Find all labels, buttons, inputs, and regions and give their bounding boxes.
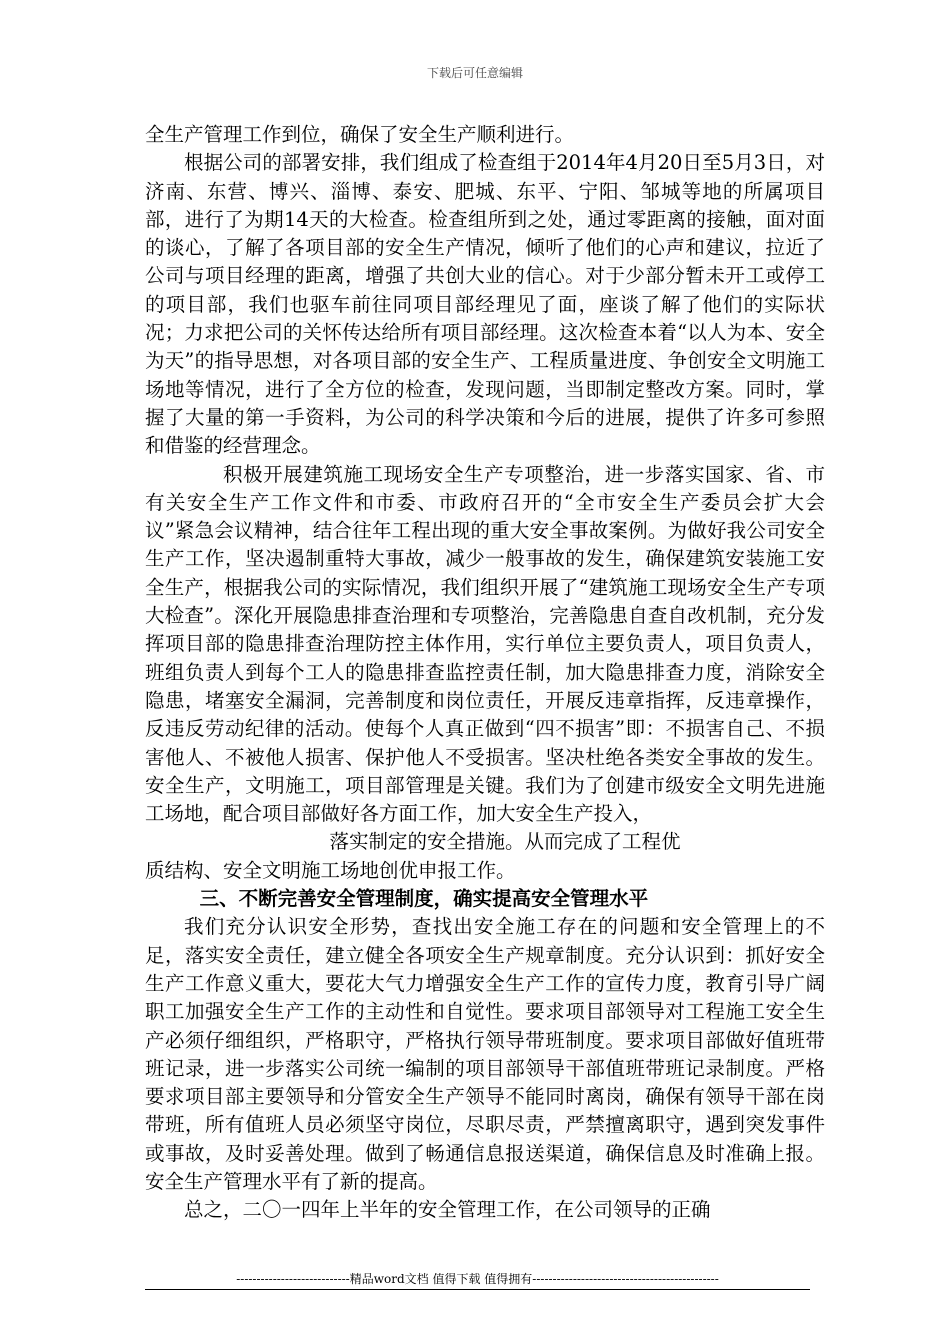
page-footer: ----------------------------精品word文档 值得下载 值得拥有---------------------------------------------- <box>145 1270 810 1290</box>
paragraph-safety-management: 我们充分认识安全形势，查找出安全施工存在的问题和安全管理上的不足，落实安全责任，建立健全各项安全生产规章制度。充分认识到：抓好安全生产工作意义重大，要花大气力增强安全生产工作的宣传力度，教育引导广阔职工加强安全生产工作的主动性和自觉性。要求项目部领导对工程施工安全生产必须仔细组织，严格职守，严格执行领导带班制度。要求项目部做好值班带班记录，进一步落实公司统一编制的项目部领导干部值班带班记录制度。严格要求项目部主要领导和分管安全生产领导不能同时离岗，确保有领导干部在岗带班，所有值班人员必须坚守岗位，尽职尽责，严禁擅离职守，遇到突发事件或事故，及时妥善处理。做到了畅通信息报送渠道，确保信息及时准确上报。安全生产管理水平有了新的提高。 <box>145 915 825 1193</box>
document-body <box>145 121 825 1225</box>
section-heading: 三、不断完善安全管理制度，确实提高安全管理水平 <box>199 887 649 911</box>
paragraph-safety-measures: 落实制定的安全措施。从而完成了工程优 <box>329 830 681 854</box>
paragraph-continuation: 全生产管理工作到位，确保了安全生产顺利进行。 <box>145 123 575 146</box>
paragraph-award-application: 质结构、安全文明施工场地创优申报工作。 <box>145 858 516 882</box>
paragraph-special-rectification: 积极开展建筑施工现场安全生产专项整治，进一步落实国家、省、市有关安全生产工作文件和市委、市政府召开的“全市安全生产委员会扩大会议”紧急会议精神，结合往年工程出现的重大安全事故案例。为做好我公司安全生产工作，坚决遏制重特大事故，减少一般事故的发生，确保建筑安装施工安全生产，根据我公司的实际情况，我们组织开展了“建筑施工现场安全生产专项大检查”。深化开展隐患排查治理和专项整治，完善隐患自查自改机制，充分发挥项目部的隐患排查治理防控主体作用，实行单位主要负责人，项目负责人，班组负责人到每个工人的隐患排查监控责任制，加大隐患排查力度，消除安全隐患，堵塞安全漏洞，完善制度和岗位责任，开展反违章指挥，反违章操作，反违反劳动纪律的活动。使每个人真正做到“四不损害”即：不损害自己、不损害他人、不被他人损害、保护他人不受损害。坚决杜绝各类安全事故的发生。安全生产，文明施工，项目部管理是关键。我们为了创建市级安全文明先进施工场地，配合项目部做好各方面工作，加大安全生产投入， <box>145 462 825 826</box>
paragraph-summary: 总之，二〇一四年上半年的安全管理工作，在公司领导的正确 <box>184 1198 711 1222</box>
page-header-note: 下载后可任意编辑 <box>426 66 523 80</box>
paragraph-inspection: 根据公司的部署安排，我们组成了检查组于2014年4月20日至5月3日，对济南、东营、博兴、淄博、泰安、肥城、东平、宁阳、邹城等地的所属项目部，进行了为期14天的大检查。检查组所到之处，通过零距离的接触，面对面的谈心，了解了各项目部的安全生产情况，倾听了他们的心声和建议，拉近了公司与项目经理的距离，增强了共创大业的信心。对于少部分暂未开工或停工的项目部，我们也驱车前往同项目部经理见了面，座谈了解了他们的实际状况；力求把公司的关怀传达给所有项目部经理。这次检查本着“以人为本、安全为天”的指导思想，对各项目部的安全生产、工程质量进度、争创安全文明施工场地等情况，进行了全方位的检查，发现问题，当即制定整改方案。同时，掌握了大量的第一手资料，为公司的科学决策和今后的进展，提供了许多可参照和借鉴的经营理念。 <box>145 151 825 458</box>
